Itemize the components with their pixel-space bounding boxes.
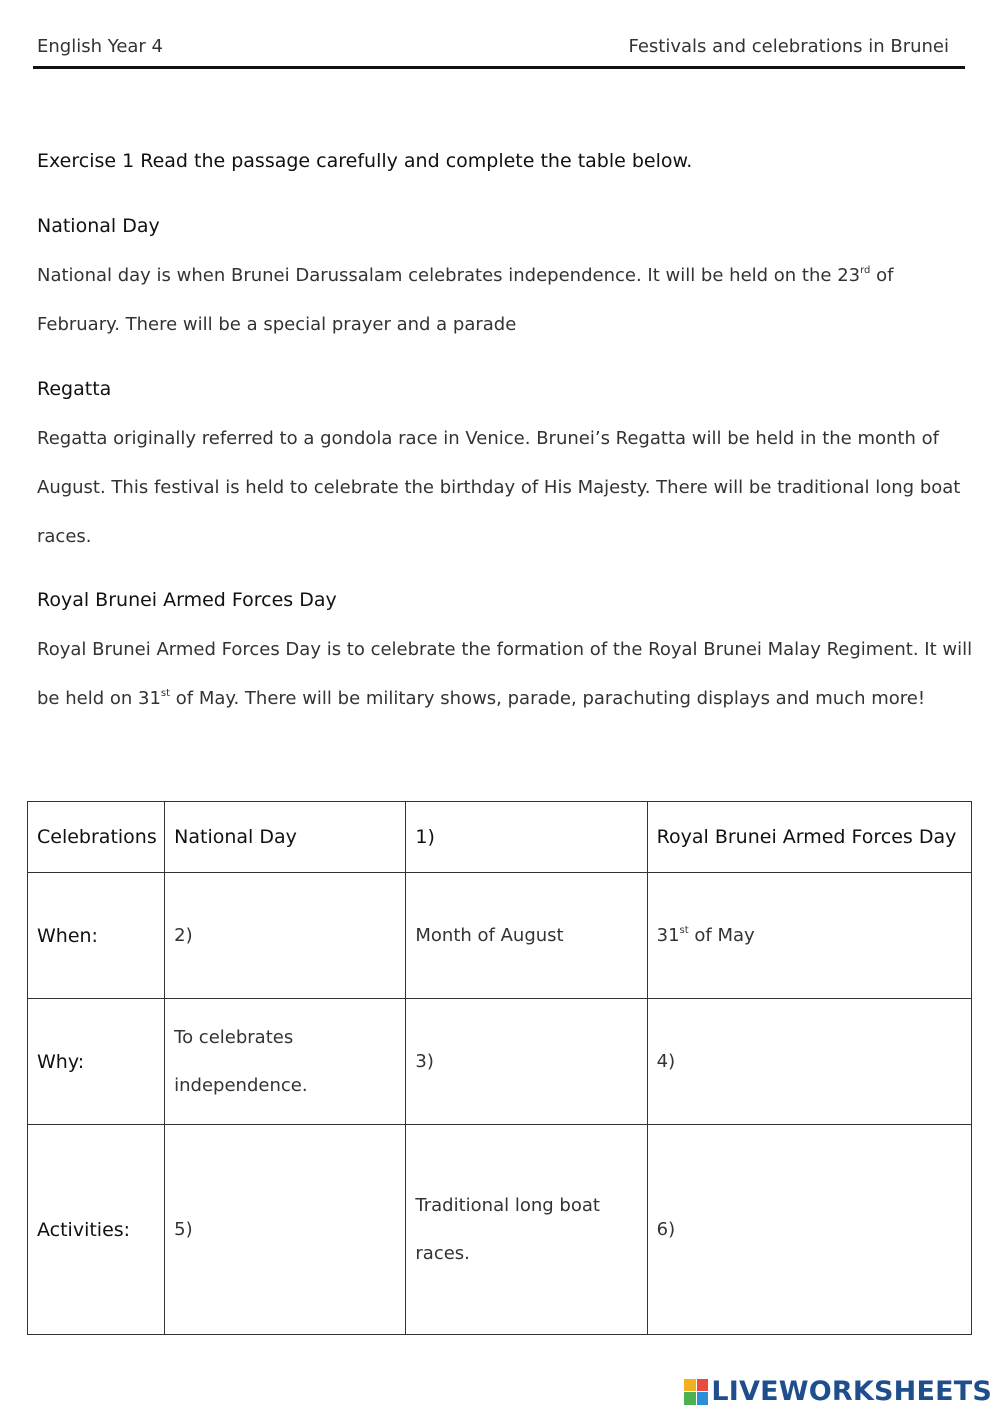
section-title-regatta: Regatta: [37, 378, 112, 400]
table-row: [28, 999, 972, 1125]
table-header-armed-forces: Royal Brunei Armed Forces Day: [647, 802, 971, 873]
paragraph-national-day: National day is when Brunei Darussalam celebrates independence. It will be held on the 23rd of February. There will be a special prayer and a parade: [37, 265, 894, 335]
answer-blank-3[interactable]: 3): [406, 999, 647, 1125]
section-title-armed-forces: Royal Brunei Armed Forces Day: [37, 589, 337, 611]
header-subject: English Year 4: [37, 36, 163, 57]
row-label-activities: Activities:: [28, 1125, 165, 1335]
answer-blank-5[interactable]: 5): [165, 1125, 406, 1335]
table-row: [28, 873, 972, 999]
table-header-label: Celebrations: [28, 802, 165, 873]
logo-square-1: [684, 1379, 696, 1392]
table-cell: Month of August: [406, 873, 647, 999]
logo-square-2: [697, 1379, 709, 1392]
logo-square-4: [697, 1392, 709, 1405]
answer-blank-4[interactable]: 4): [647, 999, 971, 1125]
liveworksheets-logo: [684, 1376, 992, 1407]
ordinal-suffix: rd: [860, 265, 871, 276]
header-topic: Festivals and celebrations in Brunei: [628, 36, 949, 57]
table-header-blank-1[interactable]: 1): [406, 802, 647, 873]
celebrations-table: [27, 801, 972, 1335]
row-label-why: Why:: [28, 999, 165, 1125]
page-header: [33, 30, 965, 69]
logo-text: LIVEWORKSHEETS: [711, 1376, 992, 1407]
table-cell: Traditional long boat races.: [406, 1125, 647, 1335]
table-cell: 31st of May: [647, 873, 971, 999]
paragraph-regatta: Regatta originally referred to a gondola race in Venice. Brunei’s Regatta will be held in the month of August. This festival is held to celebrate the birthday of His Majesty. There will be traditional long boat races.: [37, 428, 961, 547]
section-title-national-day: National Day: [37, 215, 160, 237]
answer-blank-6[interactable]: 6): [647, 1125, 971, 1335]
logo-square-3: [684, 1392, 696, 1405]
answer-blank-2[interactable]: 2): [165, 873, 406, 999]
table-header-national-day: National Day: [165, 802, 406, 873]
ordinal-suffix: st: [679, 924, 689, 936]
table-row: [28, 802, 972, 873]
paragraph-armed-forces: Royal Brunei Armed Forces Day is to celebrate the formation of the Royal Brunei Malay Regiment. It will be held on 31st of May. There will be military shows, parade, parachuting displays and much more!: [37, 639, 973, 709]
table-row: [28, 1125, 972, 1335]
ordinal-suffix: st: [160, 688, 171, 699]
exercise-instruction: Exercise 1 Read the passage carefully and complete the table below.: [37, 150, 693, 172]
row-label-when: When:: [28, 873, 165, 999]
logo-icon: [684, 1379, 708, 1405]
table-cell: To celebrates independence.: [165, 999, 406, 1125]
